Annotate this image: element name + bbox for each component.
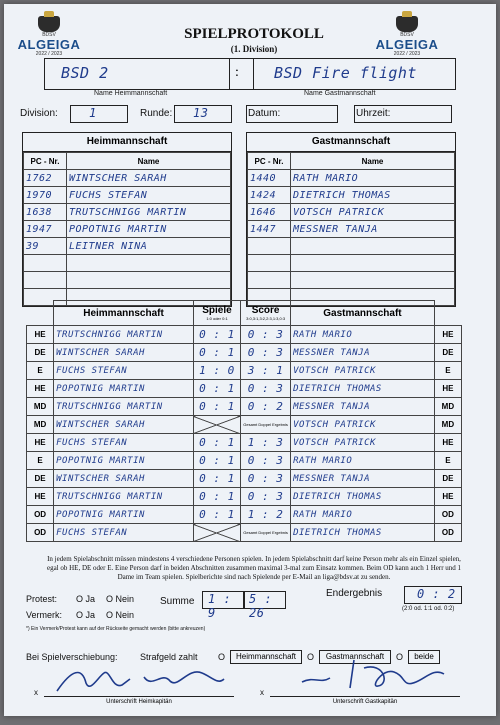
player-name[interactable]: DIETRICH THOMAS — [291, 187, 455, 204]
crest-icon — [38, 16, 60, 32]
match-category: HE — [27, 434, 54, 452]
home-roster-title: Heimmannschaft — [23, 133, 231, 152]
logo-abbrev: BDSV — [400, 32, 414, 38]
match-category-guest: DE — [434, 470, 461, 488]
match-row — [27, 344, 462, 362]
player-name[interactable]: WINTSCHER SARAH — [67, 170, 231, 187]
match-row — [27, 398, 462, 416]
division-value: 1 — [89, 106, 97, 120]
home-team-label: Name Heimmannschaft — [94, 90, 168, 97]
player-name[interactable]: POPOTNIG MARTIN — [67, 221, 231, 238]
round-value: 13 — [193, 106, 209, 120]
division-label: Division: — [20, 108, 58, 119]
player-name[interactable]: MESSNER TANJA — [291, 221, 455, 238]
pc-number[interactable] — [24, 255, 67, 272]
sum-games-field[interactable] — [202, 591, 244, 620]
guest-player[interactable]: RATH MARIO — [291, 452, 435, 470]
logo-season: 2022 / 2023 — [393, 51, 421, 57]
home-player[interactable]: TRUTSCHNIGG MARTIN — [54, 398, 194, 416]
logo-name: ALGEIGA — [17, 37, 81, 52]
rules-text: In jedem Spielabschnitt müssen mindestens 4 verschiedene Personen spielen. In jedem Spielabschnitt darf keine Person mehr als ein Einzel spielen, egal ob HE, DE oder E. Eine Person darf in beiden Abschnitten zusammen maximal 3-mal zum Einsatz kommen. Beim OD kann auch 1 Herr und 1 Dame im Team spielen. Spielberichte sind nach Spielende per E-Mail an liga@bdsv.at zu senden. — [46, 555, 462, 581]
score-result[interactable]: 0 : 3 — [241, 488, 291, 506]
round-field[interactable] — [174, 105, 232, 123]
home-player[interactable]: WINTSCHER SARAH — [54, 470, 194, 488]
remark-note: *) Ein Vermerk/Protest kann auf der Rückseite gemacht werden (bitte ankreuzen) — [26, 626, 206, 632]
pc-number[interactable] — [248, 238, 291, 255]
team-names-box: BSD 2 : BSD Fire flight — [44, 58, 456, 90]
guest-player[interactable]: VOTSCH PATRICK — [291, 362, 435, 380]
sum-score: 5 : 26 — [249, 592, 273, 620]
opt-home-radio[interactable]: O — [218, 652, 226, 662]
col-games — [193, 301, 240, 326]
guest-roster-title: Gastmannschaft — [247, 133, 455, 152]
pc-number[interactable]: 1447 — [248, 221, 291, 238]
score-result[interactable]: 1 : 3 — [241, 434, 291, 452]
roster-row — [24, 255, 231, 272]
protest-yes[interactable]: O Ja — [76, 594, 96, 604]
home-team-field[interactable] — [45, 59, 230, 89]
result-field[interactable] — [404, 586, 462, 604]
sig-guest-label: Unterschrift Gastkapitän — [270, 696, 460, 705]
double-total-note: Gesamt Doppel Ergebnis — [241, 416, 291, 434]
remark-label: Vermerk: — [26, 610, 63, 620]
roster-row — [248, 272, 455, 289]
guest-player[interactable]: DIETRICH THOMAS — [291, 488, 435, 506]
player-name[interactable]: RATH MARIO — [291, 170, 455, 187]
score-sheet — [4, 4, 496, 716]
result-label: Endergebnis — [326, 588, 383, 599]
match-category: HE — [27, 488, 54, 506]
roster-row — [24, 170, 231, 187]
home-player[interactable]: TRUTSCHNIGG MARTIN — [54, 488, 194, 506]
roster-row — [248, 255, 455, 272]
pc-number[interactable]: 1440 — [248, 170, 291, 187]
score-result[interactable]: 0 : 3 — [241, 326, 291, 344]
match-category-guest: OD — [434, 524, 461, 542]
pc-number[interactable]: 1970 — [24, 187, 67, 204]
time-label: Uhrzeit: — [356, 108, 391, 119]
score-result[interactable]: 0 : 3 — [241, 452, 291, 470]
match-category: MD — [27, 416, 54, 434]
col-score-label: Score — [251, 305, 280, 316]
roster-row — [24, 221, 231, 238]
match-category: HE — [27, 326, 54, 344]
crest-icon — [396, 16, 418, 32]
match-category-guest: DE — [434, 344, 461, 362]
match-category-guest: OD — [434, 506, 461, 524]
fine-label: Strafgeld zahlt — [140, 652, 198, 662]
roster-row — [24, 272, 231, 289]
col-name: Name — [291, 153, 455, 170]
col-guest: Gastmannschaft — [291, 301, 435, 326]
pc-number[interactable] — [248, 272, 291, 289]
score-result[interactable]: 0 : 3 — [241, 344, 291, 362]
logo-season: 2022 / 2023 — [35, 51, 63, 57]
player-name[interactable] — [67, 255, 231, 272]
sum-games: 1 : 9 — [208, 592, 232, 620]
home-player[interactable]: FUCHS STEFAN — [54, 362, 194, 380]
roster-row — [248, 238, 455, 255]
match-category-guest: E — [434, 362, 461, 380]
player-name[interactable] — [291, 238, 455, 255]
guest-roster — [246, 132, 456, 307]
match-category-guest: MD — [434, 398, 461, 416]
home-roster — [22, 132, 232, 307]
roster-row — [24, 204, 231, 221]
result-value: 0 : 2 — [417, 587, 456, 601]
games-result[interactable]: 0 : 1 — [193, 380, 240, 398]
match-table — [26, 300, 462, 542]
sum-score-field[interactable] — [244, 591, 286, 620]
round-label: Runde: — [140, 108, 173, 119]
remark-no[interactable]: O Nein — [106, 610, 135, 620]
col-home: Heimmannschaft — [54, 301, 194, 326]
league-logo-right — [372, 16, 442, 56]
player-name[interactable] — [67, 272, 231, 289]
col-pc: PC - Nr. — [24, 153, 67, 170]
match-row — [27, 506, 462, 524]
pc-number[interactable]: 1424 — [248, 187, 291, 204]
games-result[interactable]: 0 : 1 — [193, 488, 240, 506]
games-result[interactable]: 0 : 1 — [193, 470, 240, 488]
guest-player[interactable]: VOTSCH PATRICK — [291, 434, 435, 452]
double-total-note: Gesamt Doppel Ergebnis — [241, 524, 291, 542]
match-row — [27, 380, 462, 398]
match-row — [27, 416, 462, 434]
guest-team-name: BSD Fire flight — [274, 64, 417, 82]
home-team-name: BSD 2 — [61, 64, 109, 82]
match-row — [27, 470, 462, 488]
guest-player[interactable]: RATH MARIO — [291, 326, 435, 344]
roster-row — [24, 187, 231, 204]
roster-row — [248, 204, 455, 221]
games-cell-blocked — [193, 524, 240, 542]
match-category: DE — [27, 344, 54, 362]
home-player[interactable]: TRUTSCHNIGG MARTIN — [54, 326, 194, 344]
page-subtitle: (1. Division) — [230, 44, 278, 54]
guest-player[interactable]: MESSNER TANJA — [291, 398, 435, 416]
league-logo-left — [14, 16, 84, 56]
col-games-label: Spiele — [202, 305, 232, 316]
guest-player[interactable]: RATH MARIO — [291, 506, 435, 524]
opt-home[interactable]: Heimmannschaft — [230, 650, 302, 664]
division-field[interactable] — [70, 105, 128, 123]
guest-player[interactable]: DIETRICH THOMAS — [291, 380, 435, 398]
match-category-guest: HE — [434, 434, 461, 452]
roster-row — [248, 187, 455, 204]
home-player[interactable]: POPOTNIG MARTIN — [54, 506, 194, 524]
match-row — [27, 434, 462, 452]
date-field[interactable] — [246, 105, 338, 123]
home-player[interactable]: FUCHS STEFAN — [54, 524, 194, 542]
games-result[interactable]: 0 : 1 — [193, 506, 240, 524]
pc-number[interactable] — [24, 272, 67, 289]
pc-number[interactable]: 1638 — [24, 204, 67, 221]
guest-player[interactable]: DIETRICH THOMAS — [291, 524, 435, 542]
home-player[interactable]: POPOTNIG MARTIN — [54, 452, 194, 470]
games-result[interactable]: 0 : 1 — [193, 434, 240, 452]
match-row — [27, 488, 462, 506]
match-category-guest: E — [434, 452, 461, 470]
match-category: HE — [27, 380, 54, 398]
opt-both[interactable]: beide — [408, 650, 440, 664]
remark-yes[interactable]: O Ja — [76, 610, 96, 620]
games-result[interactable]: 0 : 1 — [193, 398, 240, 416]
sig-home-label: Unterschrift Heimkapitän — [44, 696, 234, 705]
score-result[interactable]: 1 : 2 — [241, 506, 291, 524]
player-name[interactable] — [291, 272, 455, 289]
guest-player[interactable]: MESSNER TANJA — [291, 344, 435, 362]
pc-number[interactable]: 1947 — [24, 221, 67, 238]
col-name: Name — [67, 153, 231, 170]
sum-label: Summe — [160, 596, 195, 607]
match-category: E — [27, 452, 54, 470]
col-score — [241, 301, 291, 326]
match-row — [27, 452, 462, 470]
pc-number[interactable]: 39 — [24, 238, 67, 255]
col-pc: PC - Nr. — [248, 153, 291, 170]
match-category: MD — [27, 398, 54, 416]
opt-guest[interactable]: Gastmannschaft — [319, 650, 391, 664]
score-result[interactable]: 0 : 3 — [241, 380, 291, 398]
games-result[interactable]: 1 : 0 — [193, 362, 240, 380]
time-field[interactable] — [354, 105, 452, 123]
games-result[interactable]: 0 : 1 — [193, 326, 240, 344]
page-title: SPIELPROTOKOLL — [184, 26, 324, 42]
player-name[interactable]: FUCHS STEFAN — [67, 187, 231, 204]
protest-label: Protest: — [26, 594, 58, 604]
games-result[interactable]: 0 : 1 — [193, 344, 240, 362]
logo-name: ALGEIGA — [375, 37, 439, 52]
protest-no[interactable]: O Nein — [106, 594, 135, 604]
player-name[interactable]: VOTSCH PATRICK — [291, 204, 455, 221]
sig-x-guest: x — [260, 688, 264, 697]
logo-abbrev: BDSV — [42, 32, 56, 38]
sig-x-home: x — [34, 688, 38, 697]
opt-guest-radio[interactable]: O — [307, 652, 315, 662]
home-player[interactable]: WINTSCHER SARAH — [54, 344, 194, 362]
pc-number[interactable]: 1762 — [24, 170, 67, 187]
match-category-guest: MD — [434, 416, 461, 434]
match-row — [27, 362, 462, 380]
roster-row — [24, 238, 231, 255]
player-name[interactable]: TRUTSCHNIGG MARTIN — [67, 204, 231, 221]
col-games-sub: 1:0 oder 0:1 — [206, 316, 228, 321]
roster-row — [248, 221, 455, 238]
score-result[interactable]: 0 : 2 — [241, 398, 291, 416]
date-label: Datum: — [248, 108, 281, 119]
match-category: E — [27, 362, 54, 380]
postpone-label: Bei Spielverschiebung: — [26, 652, 118, 662]
score-result[interactable]: 0 : 3 — [241, 470, 291, 488]
home-player[interactable]: WINTSCHER SARAH — [54, 416, 194, 434]
match-category: OD — [27, 506, 54, 524]
score-result[interactable]: 3 : 1 — [241, 362, 291, 380]
match-row — [27, 326, 462, 344]
match-category-guest: HE — [434, 326, 461, 344]
match-category: DE — [27, 470, 54, 488]
home-captain-signature — [52, 659, 232, 699]
home-player[interactable]: POPOTNIG MARTIN — [54, 380, 194, 398]
home-player[interactable]: FUCHS STEFAN — [54, 434, 194, 452]
match-row — [27, 524, 462, 542]
pc-number[interactable] — [248, 255, 291, 272]
match-category-guest: HE — [434, 488, 461, 506]
match-category-guest: HE — [434, 380, 461, 398]
guest-player[interactable]: MESSNER TANJA — [291, 470, 435, 488]
opt-both-radio[interactable]: O — [396, 652, 404, 662]
roster-row — [248, 170, 455, 187]
games-result[interactable]: 0 : 1 — [193, 452, 240, 470]
result-hint: (2:0 od. 1:1 od. 0:2) — [402, 606, 455, 612]
games-cell-blocked — [193, 416, 240, 434]
guest-player[interactable]: VOTSCH PATRICK — [291, 416, 435, 434]
match-category: OD — [27, 524, 54, 542]
player-name[interactable]: LEITNER NINA — [67, 238, 231, 255]
guest-team-field[interactable] — [253, 59, 454, 89]
guest-captain-signature — [294, 654, 454, 694]
pc-number[interactable]: 1646 — [248, 204, 291, 221]
guest-team-label: Name Gastmannschaft — [304, 90, 376, 97]
player-name[interactable] — [291, 255, 455, 272]
col-score-sub: 3:0,3:1,3:2,2:3,1:3,0:3 — [246, 316, 286, 321]
